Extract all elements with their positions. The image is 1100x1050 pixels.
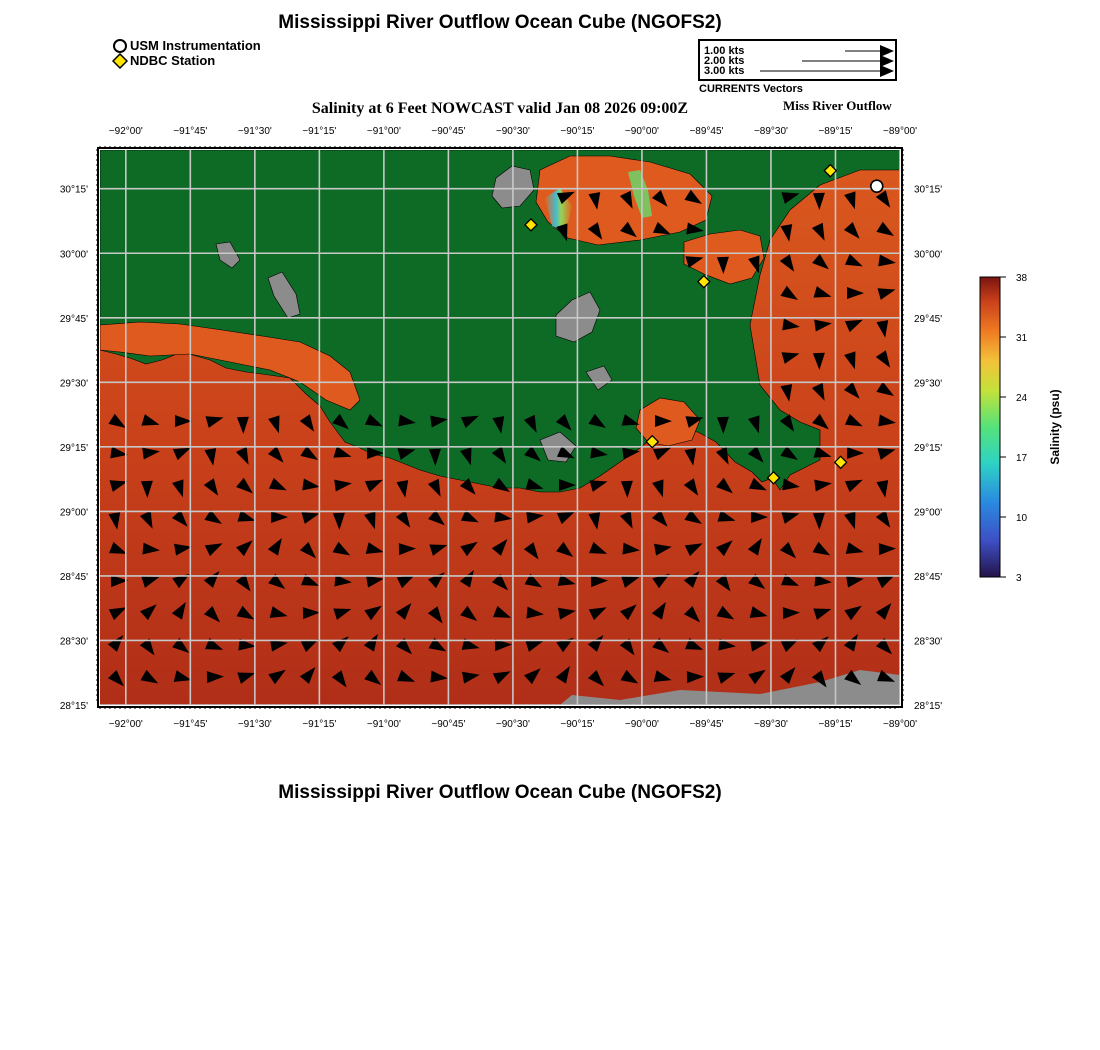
lon-tick-label: −90°00' xyxy=(624,126,659,137)
lon-tick-label: −91°30' xyxy=(237,126,272,137)
lat-tick-label: 28°15' xyxy=(914,701,943,712)
region-label: Miss River Outflow xyxy=(783,98,892,113)
vector-scale-arrows xyxy=(700,41,895,79)
lat-tick-label: 30°00' xyxy=(914,249,943,261)
lat-tick-label: 29°45' xyxy=(59,313,88,325)
colorbar-ticks xyxy=(1000,273,1028,584)
colorbar-tick-label: 17 xyxy=(1016,453,1028,464)
lon-tick-label: −90°15' xyxy=(560,126,595,137)
colorbar-tick-label: 10 xyxy=(1016,513,1028,524)
lon-tick-label: −90°30' xyxy=(495,719,530,730)
lat-tick-label: 29°45' xyxy=(914,313,943,325)
lon-tick-label: −92°00' xyxy=(108,126,143,137)
lon-tick-label: −91°00' xyxy=(366,126,401,137)
lon-tick-label: −90°45' xyxy=(431,126,466,137)
lon-tick-label: −91°45' xyxy=(173,719,208,730)
figure-title: Mississippi River Outflow Ocean Cube (NGOFS2) xyxy=(278,12,722,33)
usm-station-marker[interactable] xyxy=(871,180,883,192)
usm-legend-icon xyxy=(112,38,128,54)
lon-tick-label: −91°30' xyxy=(237,719,272,730)
lon-tick-label: −90°30' xyxy=(495,126,530,137)
lat-tick-label: 28°30' xyxy=(59,636,88,648)
colorbar-tick-label: 31 xyxy=(1016,333,1028,344)
vector-scale-label: 2.00 kts xyxy=(704,55,745,67)
lon-tick-label: −90°45' xyxy=(431,719,466,730)
lon-tick-label: −89°15' xyxy=(818,126,853,137)
vector-scale-label: 1.00 kts xyxy=(704,45,745,57)
usm-legend-label: USM Instrumentation xyxy=(130,38,261,53)
lon-tick-label: −91°00' xyxy=(366,719,401,730)
lon-tick-label: −89°00' xyxy=(883,719,917,730)
lat-tick-label: 28°45' xyxy=(914,571,943,583)
lon-tick-label: −89°15' xyxy=(818,719,853,730)
lon-tick-label: −91°15' xyxy=(302,719,337,730)
vector-legend-caption: CURRENTS Vectors xyxy=(699,83,803,95)
lat-tick-label: 28°15' xyxy=(59,701,88,712)
colorbar-tick-label: 3 xyxy=(1016,573,1022,584)
colorbar-label: Salinity (psu) xyxy=(1048,389,1062,465)
lat-tick-label: 30°00' xyxy=(59,249,88,261)
lon-tick-label: −89°30' xyxy=(753,126,788,137)
lat-tick-label: 28°45' xyxy=(59,571,88,583)
lon-tick-label: −89°30' xyxy=(753,719,788,730)
ndbc-legend-label: NDBC Station xyxy=(130,53,216,68)
lat-tick-label: 29°30' xyxy=(914,378,943,390)
lon-tick-label: −90°00' xyxy=(624,719,659,730)
lon-tick-label: −89°45' xyxy=(689,126,724,137)
colorbar-tick-label: 24 xyxy=(1016,393,1028,404)
lat-tick-label: 28°30' xyxy=(914,636,943,648)
lat-tick-label: 29°15' xyxy=(59,442,88,454)
current-vector-legend xyxy=(698,39,897,81)
colorbar-gradient xyxy=(980,277,1000,577)
lat-tick-label: 29°00' xyxy=(914,507,943,519)
lat-tick-label: 30°15' xyxy=(59,184,88,196)
colorbar-tick-label: 38 xyxy=(1016,273,1028,284)
lon-tick-label: −91°15' xyxy=(302,126,337,137)
ndbc-legend-icon xyxy=(112,53,128,69)
lat-tick-label: 29°30' xyxy=(59,378,88,390)
lat-tick-label: 29°00' xyxy=(59,507,88,519)
lon-tick-label: −90°15' xyxy=(560,719,595,730)
lon-tick-label: −89°45' xyxy=(689,719,724,730)
vector-scale-label: 3.00 kts xyxy=(704,65,745,77)
second-figure-title: Mississippi River Outflow Ocean Cube (NGOFS2) xyxy=(278,782,722,803)
lat-tick-label: 29°15' xyxy=(914,442,943,454)
salinity-map xyxy=(0,110,960,740)
lon-tick-label: −92°00' xyxy=(108,719,143,730)
lat-tick-label: 30°15' xyxy=(914,184,943,196)
map-subtitle: Salinity at 6 Feet NOWCAST valid Jan 08 2026 09:00Z xyxy=(311,100,689,117)
lon-tick-label: −89°00' xyxy=(883,126,917,137)
lon-tick-label: −91°45' xyxy=(173,126,208,137)
